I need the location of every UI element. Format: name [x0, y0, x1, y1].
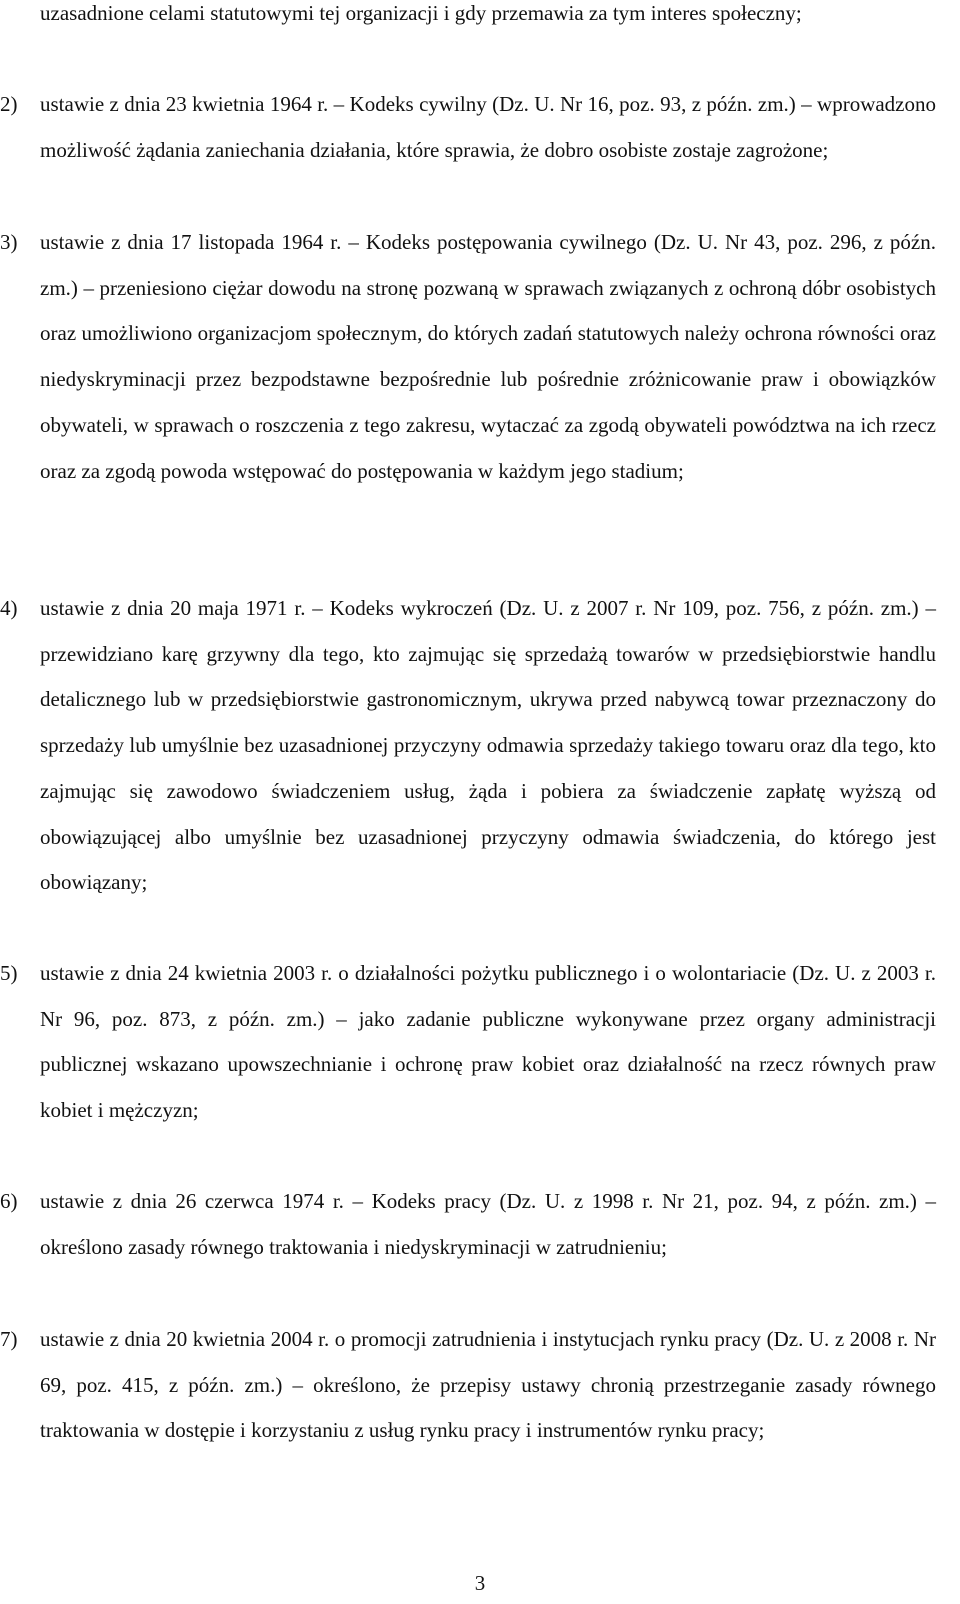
continuation-paragraph: uzasadnione celami statutowymi tej organizacji i gdy przemawia za tym interes społeczny; [40, 1, 802, 25]
list-item-number: 3) [0, 230, 18, 254]
list-item-number: 5) [0, 961, 18, 985]
list-item-number: 2) [0, 92, 18, 116]
list-item-text: ustawie z dnia 17 listopada 1964 r. – Kodeks postępowania cywilnego (Dz. U. Nr 43, poz. 296, z późn. zm.) – przeniesiono ciężar dowodu na stronę pozwaną w sprawach związanych z ochroną dóbr osobistych oraz umożliwiono organizacjom społecznym, do których zadań statutowych należy ochrona równości oraz niedyskryminacji przez bezpodstawne bezpośrednie lub pośrednie zróżnicowanie praw i obowiązków obywateli, w sprawach o roszczenia z tego zakresu, wytaczać za zgodą obywateli powództwa na ich rzecz oraz za zgodą powoda wstępować do postępowania w każdym jego stadium; [40, 230, 936, 483]
list-item-number: 7) [0, 1327, 18, 1351]
page-number: 3 [474, 1571, 486, 1595]
list-item-text: ustawie z dnia 20 maja 1971 r. – Kodeks wykroczeń (Dz. U. z 2007 r. Nr 109, poz. 756, z późn. zm.) – przewidziano karę grzywny dla tego, kto zajmując się sprzedażą towarów w przedsiębiorstwie handlu detalicznego lub w przedsiębiorstwie gastronomicznym, ukrywa przed nabywcą towar przeznaczony do sprzedaży lub umyślnie bez uzasadnionej przyczyny odmawia sprzedaży takiego towaru oraz dla tego, kto zajmując się zawodowo świadczeniem usług, żąda i pobiera za świadczenie zapłatę wyższą od obowiązującej albo umyślnie bez uzasadnionej przyczyny odmawia świadczenia, do którego jest obowiązany; [40, 596, 936, 895]
list-item-text: ustawie z dnia 24 kwietnia 2003 r. o działalności pożytku publicznego i o wolontariacie (Dz. U. z 2003 r. Nr 96, poz. 873, z późn. zm.) – jako zadanie publiczne wykonywane przez organy administracji publicznej wskazano upowszechnianie i ochronę praw kobiet oraz działalność na rzecz równych praw kobiet i mężczyzn; [40, 961, 936, 1123]
list-item-text: ustawie z dnia 20 kwietnia 2004 r. o promocji zatrudnienia i instytucjach rynku pracy (Dz. U. z 2008 r. Nr 69, poz. 415, z późn. zm.) – określono, że przepisy ustawy chronią przestrzeganie zasady równego traktowania w dostępie i korzystaniu z usług rynku pracy i instrumentów rynku pracy; [40, 1327, 936, 1443]
list-item-text: ustawie z dnia 26 czerwca 1974 r. – Kodeks pracy (Dz. U. z 1998 r. Nr 21, poz. 94, z późn. zm.) – określono zasady równego traktowania i niedyskryminacji w zatrudnieniu; [40, 1189, 936, 1259]
list-item-text: ustawie z dnia 23 kwietnia 1964 r. – Kodeks cywilny (Dz. U. Nr 16, poz. 93, z późn. zm.) – wprowadzono możliwość żądania zaniechania działania, które sprawia, że dobro osobiste zostaje zagrożone; [40, 92, 936, 162]
list-item-number: 4) [0, 596, 18, 620]
list-item-number: 6) [0, 1189, 18, 1213]
